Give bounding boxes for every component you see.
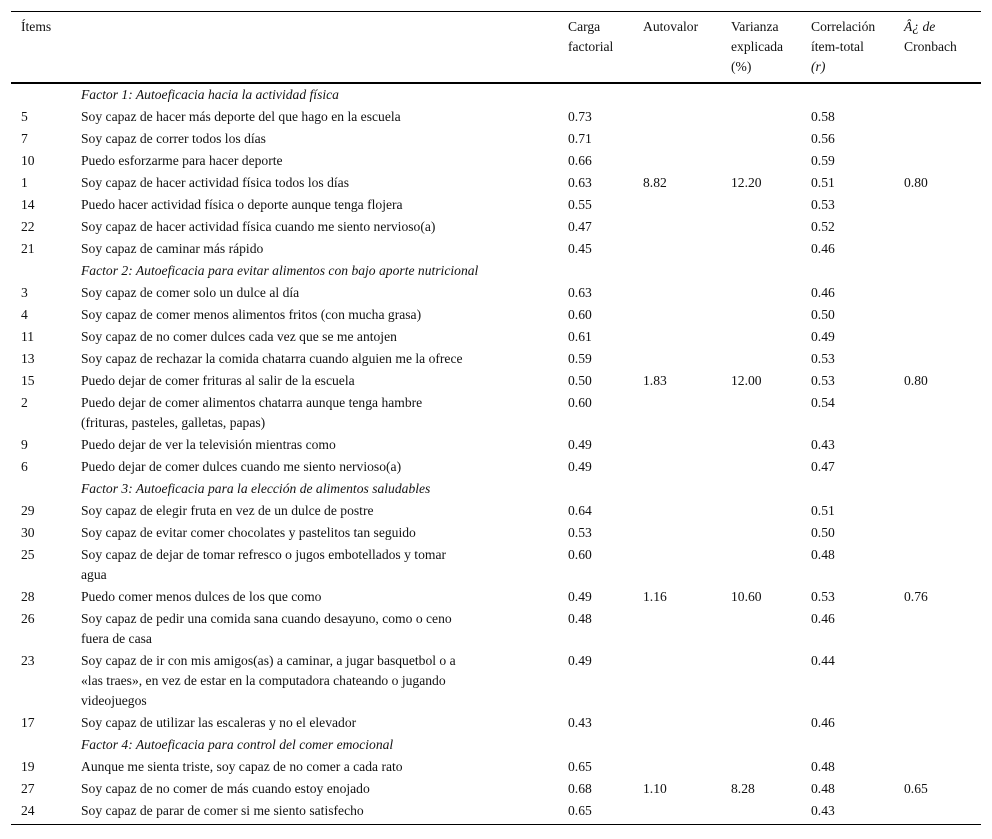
header-carga-factorial: Carga factorial bbox=[568, 19, 614, 54]
item-description: Soy capaz de hacer actividad física cuando me siento nervioso(a) bbox=[81, 219, 436, 234]
item-correlacion: 0.48 bbox=[811, 759, 835, 774]
item-description: Aunque me sienta triste, soy capaz de no comer a cada rato bbox=[81, 759, 403, 774]
factor-3-alpha: 0.76 bbox=[904, 589, 928, 604]
item-carga-factorial: 0.55 bbox=[568, 197, 592, 212]
item-correlacion: 0.46 bbox=[811, 611, 835, 626]
item-correlacion: 0.53 bbox=[811, 373, 835, 388]
item-number: 19 bbox=[21, 759, 35, 774]
item-number: 21 bbox=[21, 241, 35, 256]
header-autovalor: Autovalor bbox=[643, 19, 699, 34]
item-correlacion: 0.44 bbox=[811, 653, 835, 668]
item-correlacion: 0.51 bbox=[811, 503, 835, 518]
item-description: Puedo dejar de comer frituras al salir de la escuela bbox=[81, 373, 355, 388]
factor-4-varianza: 8.28 bbox=[731, 781, 755, 796]
item-correlacion: 0.46 bbox=[811, 241, 835, 256]
item-correlacion: 0.53 bbox=[811, 589, 835, 604]
factor-2-varianza: 12.00 bbox=[731, 373, 762, 388]
item-description: Soy capaz de elegir fruta en vez de un dulce de postre bbox=[81, 503, 374, 518]
item-description: Soy capaz de no comer dulces cada vez que se me antojen bbox=[81, 329, 397, 344]
item-carga-factorial: 0.68 bbox=[568, 781, 592, 796]
factor-title-2: Factor 2: Autoeficacia para evitar alimentos con bajo aporte nutricional bbox=[81, 263, 479, 278]
factor-2-autovalor: 1.83 bbox=[643, 373, 667, 388]
header-alpha-cronbach: Â¿ de Cronbach bbox=[904, 19, 957, 54]
item-number: 5 bbox=[21, 109, 28, 124]
item-correlacion: 0.43 bbox=[811, 803, 835, 818]
item-description: Soy capaz de rechazar la comida chatarra cuando alguien me la ofrece bbox=[81, 351, 463, 366]
item-correlacion: 0.50 bbox=[811, 307, 835, 322]
item-carga-factorial: 0.45 bbox=[568, 241, 592, 256]
item-number: 22 bbox=[21, 219, 35, 234]
item-number: 2 bbox=[21, 395, 28, 410]
item-correlacion: 0.56 bbox=[811, 131, 835, 146]
item-carga-factorial: 0.61 bbox=[568, 329, 592, 344]
item-description: Soy capaz de comer solo un dulce al día bbox=[81, 285, 300, 300]
item-description: Soy capaz de comer menos alimentos fritos (con mucha grasa) bbox=[81, 307, 422, 322]
item-number: 14 bbox=[21, 197, 35, 212]
item-correlacion: 0.49 bbox=[811, 329, 835, 344]
item-carga-factorial: 0.47 bbox=[568, 219, 592, 234]
item-description: Puedo hacer actividad física o deporte aunque tenga flojera bbox=[81, 197, 403, 212]
header-correlacion: Correlación ítem-total (r) bbox=[811, 19, 876, 74]
factor-2-alpha: 0.80 bbox=[904, 373, 928, 388]
factor-3-autovalor: 1.16 bbox=[643, 589, 667, 604]
item-correlacion: 0.52 bbox=[811, 219, 835, 234]
item-carga-factorial: 0.64 bbox=[568, 503, 592, 518]
item-number: 1 bbox=[21, 175, 28, 190]
item-correlacion: 0.50 bbox=[811, 525, 835, 540]
item-description: Puedo dejar de comer alimentos chatarra aunque tenga hambre (frituras, pasteles, galletas, papas) bbox=[81, 395, 423, 430]
factor-1-varianza: 12.20 bbox=[731, 175, 762, 190]
item-description: Soy capaz de hacer actividad física todos los días bbox=[81, 175, 350, 190]
table-top-rule bbox=[11, 11, 981, 12]
item-carga-factorial: 0.66 bbox=[568, 153, 592, 168]
factor-3-varianza: 10.60 bbox=[731, 589, 762, 604]
header-bottom-rule bbox=[11, 82, 981, 84]
item-description: Puedo dejar de comer dulces cuando me siento nervioso(a) bbox=[81, 459, 402, 474]
factor-1-alpha: 0.80 bbox=[904, 175, 928, 190]
item-number: 9 bbox=[21, 437, 28, 452]
factor-4-alpha: 0.65 bbox=[904, 781, 928, 796]
item-correlacion: 0.48 bbox=[811, 547, 835, 562]
item-correlacion: 0.58 bbox=[811, 109, 835, 124]
item-carga-factorial: 0.65 bbox=[568, 759, 592, 774]
item-correlacion: 0.46 bbox=[811, 285, 835, 300]
item-number: 3 bbox=[21, 285, 28, 300]
item-correlacion: 0.53 bbox=[811, 197, 835, 212]
item-description: Soy capaz de evitar comer chocolates y pastelitos tan seguido bbox=[81, 525, 416, 540]
item-carga-factorial: 0.60 bbox=[568, 395, 592, 410]
item-number: 10 bbox=[21, 153, 35, 168]
item-carga-factorial: 0.65 bbox=[568, 803, 592, 818]
item-carga-factorial: 0.71 bbox=[568, 131, 592, 146]
item-number: 30 bbox=[21, 525, 35, 540]
item-description: Soy capaz de caminar más rápido bbox=[81, 241, 264, 256]
item-description: Puedo dejar de ver la televisión mientras como bbox=[81, 437, 336, 452]
item-carga-factorial: 0.50 bbox=[568, 373, 592, 388]
item-carga-factorial: 0.43 bbox=[568, 715, 592, 730]
factor-title-3: Factor 3: Autoeficacia para la elección de alimentos saludables bbox=[81, 481, 431, 496]
header-varianza-explicada: Varianza explicada (%) bbox=[731, 19, 784, 74]
item-description: Soy capaz de correr todos los días bbox=[81, 131, 266, 146]
item-description: Soy capaz de ir con mis amigos(as) a caminar, a jugar basquetbol o a «las traes», en vez de estar en la computadora chateando o jugando videojuegos bbox=[81, 653, 456, 708]
item-number: 23 bbox=[21, 653, 35, 668]
item-carga-factorial: 0.63 bbox=[568, 175, 592, 190]
item-description: Soy capaz de pedir una comida sana cuando desayuno, como o ceno fuera de casa bbox=[81, 611, 452, 646]
factor-title-4: Factor 4: Autoeficacia para control del comer emocional bbox=[81, 737, 394, 752]
header-items: Ítems bbox=[21, 19, 52, 34]
item-description: Soy capaz de dejar de tomar refresco o jugos embotellados y tomar agua bbox=[81, 547, 447, 582]
item-number: 26 bbox=[21, 611, 35, 626]
item-number: 24 bbox=[21, 803, 35, 818]
item-correlacion: 0.43 bbox=[811, 437, 835, 452]
item-carga-factorial: 0.63 bbox=[568, 285, 592, 300]
factor-1-autovalor: 8.82 bbox=[643, 175, 667, 190]
factor-4-autovalor: 1.10 bbox=[643, 781, 667, 796]
item-carga-factorial: 0.49 bbox=[568, 459, 592, 474]
item-number: 4 bbox=[21, 307, 28, 322]
item-carga-factorial: 0.49 bbox=[568, 589, 592, 604]
item-correlacion: 0.53 bbox=[811, 351, 835, 366]
item-carga-factorial: 0.49 bbox=[568, 437, 592, 452]
item-correlacion: 0.48 bbox=[811, 781, 835, 796]
item-carga-factorial: 0.49 bbox=[568, 653, 592, 668]
item-carga-factorial: 0.48 bbox=[568, 611, 592, 626]
item-description: Soy capaz de no comer de más cuando estoy enojado bbox=[81, 781, 370, 796]
table-bottom-rule bbox=[11, 824, 981, 825]
item-carga-factorial: 0.73 bbox=[568, 109, 592, 124]
item-carga-factorial: 0.60 bbox=[568, 307, 592, 322]
item-number: 13 bbox=[21, 351, 35, 366]
item-description: Puedo comer menos dulces de los que como bbox=[81, 589, 322, 604]
item-correlacion: 0.47 bbox=[811, 459, 835, 474]
item-number: 17 bbox=[21, 715, 35, 730]
item-number: 28 bbox=[21, 589, 35, 604]
item-number: 29 bbox=[21, 503, 35, 518]
item-correlacion: 0.54 bbox=[811, 395, 835, 410]
item-description: Soy capaz de parar de comer si me siento satisfecho bbox=[81, 803, 364, 818]
item-description: Puedo esforzarme para hacer deporte bbox=[81, 153, 283, 168]
item-carga-factorial: 0.60 bbox=[568, 547, 592, 562]
item-number: 7 bbox=[21, 131, 28, 146]
item-correlacion: 0.51 bbox=[811, 175, 835, 190]
item-description: Soy capaz de utilizar las escaleras y no el elevador bbox=[81, 715, 357, 730]
item-number: 6 bbox=[21, 459, 28, 474]
item-carga-factorial: 0.59 bbox=[568, 351, 592, 366]
item-description: Soy capaz de hacer más deporte del que hago en la escuela bbox=[81, 109, 401, 124]
item-number: 15 bbox=[21, 373, 35, 388]
item-carga-factorial: 0.53 bbox=[568, 525, 592, 540]
factor-title-1: Factor 1: Autoeficacia hacia la actividad física bbox=[81, 87, 339, 102]
item-number: 27 bbox=[21, 781, 35, 796]
item-number: 11 bbox=[21, 329, 35, 344]
item-correlacion: 0.46 bbox=[811, 715, 835, 730]
item-number: 25 bbox=[21, 547, 35, 562]
item-correlacion: 0.59 bbox=[811, 153, 835, 168]
